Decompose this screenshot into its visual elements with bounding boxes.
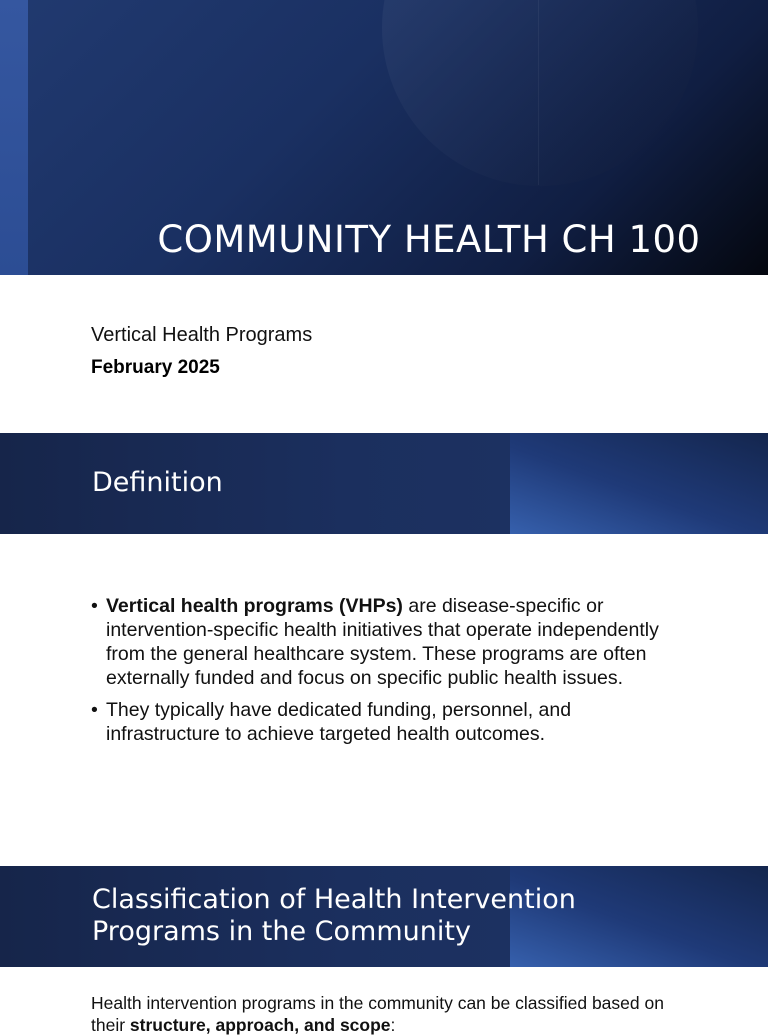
bullet-text: They typically have dedicated funding, personnel, and infrastructure to achieve targeted health outcomes.	[106, 699, 572, 745]
definition-heading: Definition	[92, 467, 223, 498]
bullet-dot-icon: •	[91, 699, 98, 721]
banner-circle-decoration	[382, 0, 698, 186]
intro-bold-phrase: structure, approach, and scope	[129, 1015, 391, 1035]
topic-subtitle: Vertical Health Programs	[91, 324, 313, 346]
intro-text-start: Health intervention programs in the community can be classified based on their	[91, 993, 664, 1035]
classification-intro	[91, 992, 671, 1036]
definition-bullet-list	[91, 594, 661, 754]
classification-heading: Classification of Health Intervention Programs in the Community	[92, 884, 576, 947]
header-accent	[510, 433, 768, 534]
bullet-bold-term: Vertical health programs (VHPs)	[106, 595, 403, 617]
bullet-dot-icon: •	[91, 595, 98, 617]
bullet-text: are disease-specific or intervention-specific health initiatives that operate independently from the general healthcare system. These programs are often externally funded and focus on specific public health issues.	[106, 595, 659, 689]
definition-header-band	[0, 433, 768, 534]
intro-text-end: :	[390, 1015, 396, 1035]
banner-divider-line	[538, 0, 539, 185]
bullet-item	[91, 698, 661, 746]
classification-header-band	[0, 866, 768, 967]
title-banner	[0, 0, 768, 275]
bullet-item	[91, 594, 661, 690]
course-title: COMMUNITY HEALTH CH 100	[157, 218, 701, 261]
presentation-date: February 2025	[91, 357, 220, 378]
